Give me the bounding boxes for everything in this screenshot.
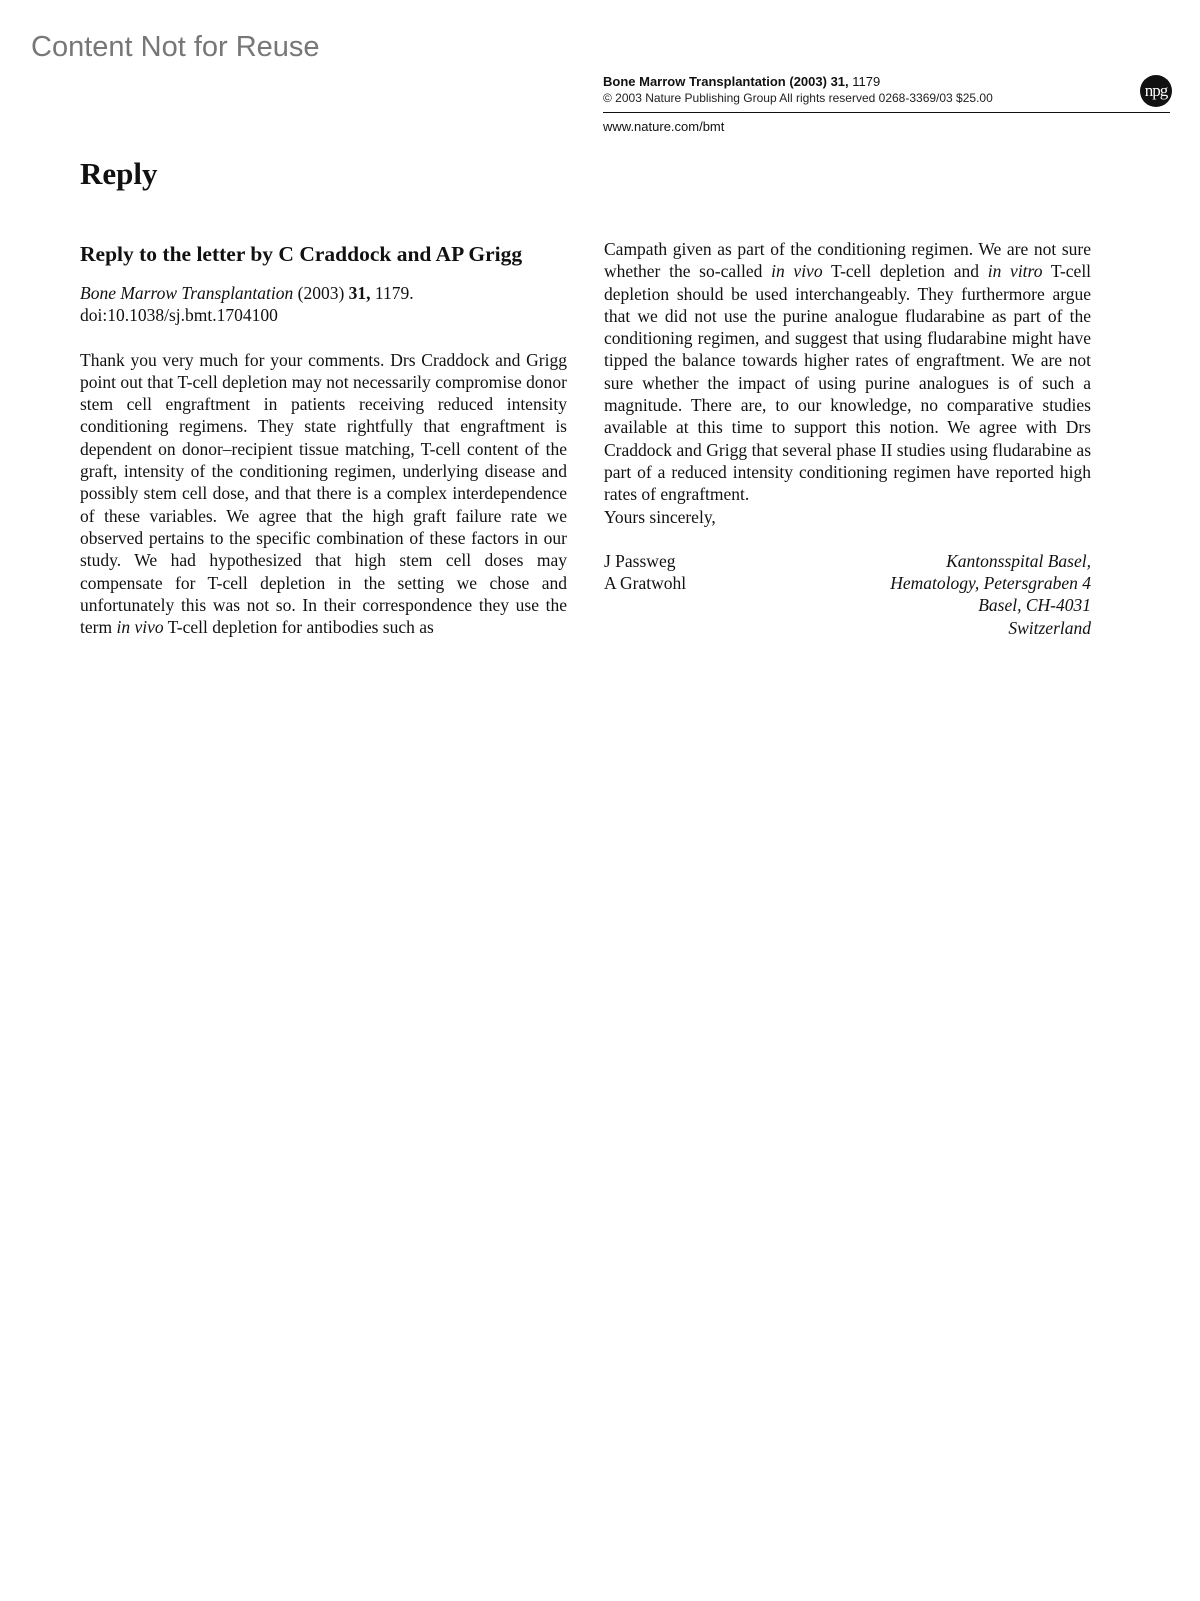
- author-name: J Passweg: [604, 550, 676, 571]
- watermark-text: Content Not for Reuse: [31, 31, 320, 63]
- left-column: [80, 240, 567, 638]
- npg-logo-icon: npg: [1140, 75, 1172, 107]
- citation-year: (2003): [297, 283, 345, 303]
- right-column: [604, 238, 1091, 639]
- closing-salutation: Yours sincerely,: [604, 506, 716, 527]
- section-title: Reply: [80, 156, 158, 191]
- address-line: Hematology, Petersgraben 4: [890, 573, 1091, 594]
- author-address: [890, 550, 1091, 639]
- author-name: A Gratwohl: [604, 573, 687, 594]
- body-paragraph-left: [80, 349, 567, 639]
- body-paragraph-right: [604, 238, 1091, 506]
- address-line: Kantonsspital Basel,: [946, 550, 1091, 571]
- italic-term-in-vivo-2: in vivo: [771, 261, 823, 282]
- address-line: Switzerland: [1008, 617, 1091, 638]
- author-names: [604, 550, 686, 639]
- address-line: Basel, CH-4031: [978, 595, 1091, 616]
- article-citation: [80, 282, 567, 327]
- body-text-right-1: Campath given as part of the conditioning regimen. We are not sure whether the so-called: [604, 239, 1091, 282]
- body-text-left-1: Thank you very much for your comments. Drs Craddock and Grigg point out that T-cell depletion may not necessarily compromise donor stem cell engraftment in patients receiving reduced intensity conditioning regimens. They state rightfully that engraftment is dependent on donor–recipient tissue matching, T-cell content of the graft, intensity of the conditioning regimen, underlying disease and possibly stem cell dose, and that there is a complex interdependence of these variables. We agree that the high graft failure rate we observed pertains to the specific combination of these factors in our study. We had hypothesized that high stem cell doses may compensate for T-cell depletion in the setting we chose and unfortunately this was not so. In their correspondence they use the term: [80, 349, 567, 638]
- citation-page: 1179.: [374, 283, 414, 303]
- citation-journal: Bone Marrow Transplantation: [80, 283, 294, 303]
- body-text-right-3: T-cell depletion should be used interchangeably. They furthermore argue that we did not use the purine analogue fludarabine as part of the conditioning regimen, and suggest that using fludarabine might have tipped the balance towards higher rates of engraftment. We are not sure whether the impact of using purine analogues is of such a magnitude. There are, to our knowledge, no comparative studies available at this time to support this notion. We agree with Drs Craddock and Grigg that several phase II studies using fludarabine as part of a reduced intensity conditioning regimen have reported high rates of engraftment.: [604, 261, 1092, 505]
- journal-page: 1179: [852, 74, 881, 89]
- header-rule: [603, 112, 1170, 113]
- journal-volume: 31,: [830, 74, 849, 89]
- journal-year: (2003): [789, 74, 827, 89]
- article-doi[interactable]: doi:10.1038/sj.bmt.1704100: [80, 305, 278, 326]
- article-title: Reply to the letter by C Craddock and AP Grigg: [80, 242, 523, 266]
- journal-citation-line: [603, 73, 1170, 90]
- journal-title: Bone Marrow Transplantation: [603, 74, 786, 89]
- italic-term-in-vivo: in vivo: [116, 617, 164, 638]
- journal-header: [603, 73, 1170, 135]
- body-text-right-2: T-cell depletion and: [830, 261, 979, 282]
- citation-volume: 31,: [348, 283, 371, 303]
- italic-term-in-vitro: in vitro: [987, 261, 1043, 282]
- journal-website-link[interactable]: www.nature.com/bmt: [603, 119, 725, 134]
- body-text-left-2: T-cell depletion for antibodies such as: [167, 617, 434, 638]
- copyright-line: © 2003 Nature Publishing Group All rights reserved 0268-3369/03 $25.00: [603, 91, 993, 105]
- signature-block: [604, 550, 1091, 639]
